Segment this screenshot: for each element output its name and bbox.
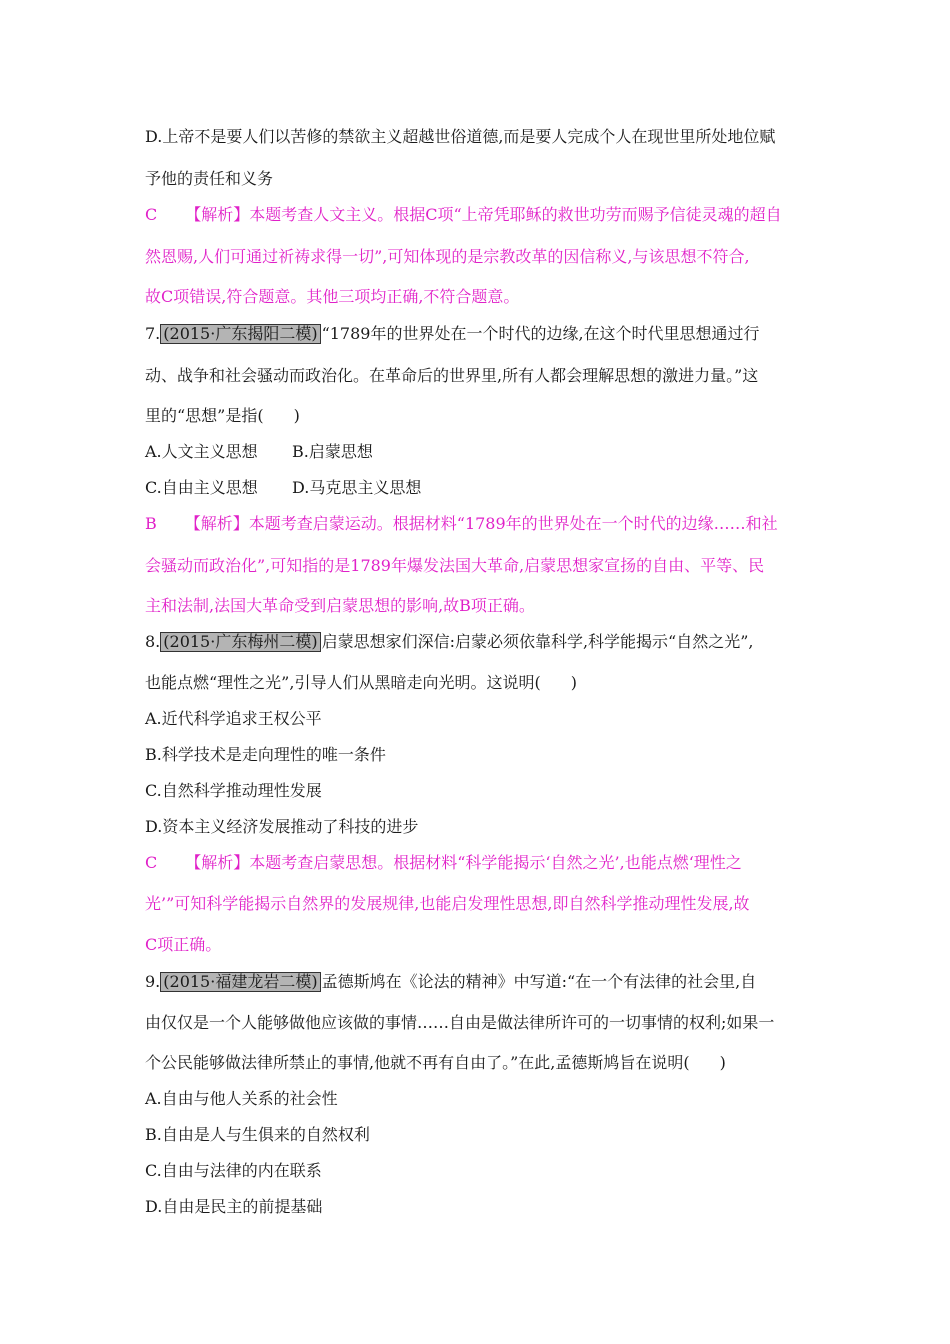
q9-option-c: C.自由与法律的内在联系 bbox=[145, 1161, 322, 1180]
q6-answer-line2: 然恩赐,人们可通过祈祷求得一切”,可知体现的是宗教改革的因信称义,与该思想不符合, bbox=[145, 247, 750, 266]
q9-source-tag: (2015·福建龙岩二模) bbox=[160, 972, 320, 992]
q7-answer-letter: B bbox=[145, 514, 157, 533]
q9-number: 9. bbox=[145, 972, 161, 991]
q8-option-d: D.资本主义经济发展推动了科技的进步 bbox=[145, 817, 419, 836]
q8-stem-text: 启蒙思想家们深信:启蒙必须依靠科学,科学能揭示“自然之光”, bbox=[321, 632, 754, 651]
q8-answer-letter: C bbox=[145, 853, 158, 872]
q7-option-b: B.启蒙思想 bbox=[292, 442, 373, 461]
q9-option-b: B.自由是人与生俱来的自然权利 bbox=[145, 1125, 370, 1144]
q6-option-d-line1: D.上帝不是要人们以苦修的禁欲主义超越世俗道德,而是要人完成个人在现世里所处地位赋 bbox=[145, 127, 776, 146]
q8-option-b: B.科学技术是走向理性的唯一条件 bbox=[145, 745, 386, 764]
q7-stem-line3 bbox=[145, 406, 300, 426]
q7-options-row1 bbox=[145, 442, 373, 462]
q8-answer-line2: 光’”可知科学能揭示自然界的发展规律,也能启发理性思想,即自然科学推动理性发展,故 bbox=[145, 894, 750, 913]
q9-stem-line1 bbox=[145, 972, 756, 992]
q7-answer-text: 【解析】本题考查启蒙运动。根据材料“1789年的世界处在一个时代的边缘……和社 bbox=[184, 514, 778, 533]
q7-option-a: A.人文主义思想 bbox=[145, 442, 258, 461]
q9-stem-text: 孟德斯鸠在《论法的精神》中写道:“在一个有法律的社会里,自 bbox=[321, 972, 757, 991]
q8-stem-close-paren: ) bbox=[570, 673, 577, 692]
q6-option-d-line2: 予他的责任和义务 bbox=[145, 169, 274, 188]
q8-answer-text: 【解析】本题考查启蒙思想。根据材料“科学能揭示‘自然之光’,也能点燃‘理性之 bbox=[185, 853, 742, 872]
q7-stem-text: “1789年的世界处在一个时代的边缘,在这个时代里思想通过行 bbox=[321, 324, 760, 343]
q6-answer-letter: C bbox=[145, 205, 158, 224]
q9-option-d: D.自由是民主的前提基础 bbox=[145, 1197, 323, 1216]
q8-option-a: A.近代科学追求王权公平 bbox=[145, 709, 322, 728]
q7-stem-line2: 动、战争和社会骚动而政治化。在革命后的世界里,所有人都会理解思想的激进力量。”这 bbox=[145, 366, 759, 385]
q9-stem-close-paren: ) bbox=[719, 1053, 726, 1072]
q8-stem-line1 bbox=[145, 632, 754, 652]
q6-answer-line3: 故C项错误,符合题意。其他三项均正确,不符合题意。 bbox=[145, 287, 520, 306]
q9-stem-line2: 由仅仅是一个人能够做他应该做的事情……自由是做法律所许可的一切事情的权利;如果一 bbox=[145, 1013, 775, 1032]
q7-answer-line1 bbox=[145, 514, 778, 534]
q7-option-c: C.自由主义思想 bbox=[145, 478, 258, 497]
q6-answer-text: 【解析】本题考查人文主义。根据C项“上帝凭耶稣的救世功劳而赐予信徒灵魂的超自 bbox=[185, 205, 782, 224]
q7-stem-line1 bbox=[145, 324, 760, 344]
q7-source-tag: (2015·广东揭阳二模) bbox=[160, 324, 320, 344]
q7-options-row2 bbox=[145, 478, 421, 498]
q7-stem-close-paren: ) bbox=[293, 406, 300, 425]
q6-answer-line1 bbox=[145, 205, 782, 225]
q7-answer-line3: 主和法制,法国大革命受到启蒙思想的影响,故B项正确。 bbox=[145, 596, 535, 615]
q8-answer-line1 bbox=[145, 853, 742, 873]
q7-option-d: D.马克思主义思想 bbox=[292, 478, 422, 497]
q9-stem-line3 bbox=[145, 1053, 726, 1073]
q7-stem-text-3: 里的“思想”是指( bbox=[145, 406, 264, 425]
q7-answer-line2: 会骚动而政治化”,可知指的是1789年爆发法国大革命,启蒙思想家宣扬的自由、平等、民 bbox=[145, 556, 765, 575]
q7-number: 7. bbox=[145, 324, 161, 343]
q9-option-a: A.自由与他人关系的社会性 bbox=[145, 1089, 338, 1108]
q8-answer-line3: C项正确。 bbox=[145, 935, 222, 954]
q8-source-tag: (2015·广东梅州二模) bbox=[160, 632, 320, 652]
q9-stem-text-3: 个公民能够做法律所禁止的事情,他就不再有自由了。”在此,孟德斯鸠旨在说明( bbox=[145, 1053, 690, 1072]
q8-option-c: C.自然科学推动理性发展 bbox=[145, 781, 322, 800]
q8-stem-text-2: 也能点燃“理性之光”,引导人们从黑暗走向光明。这说明( bbox=[145, 673, 541, 692]
q8-stem-line2 bbox=[145, 673, 577, 693]
q8-number: 8. bbox=[145, 632, 161, 651]
